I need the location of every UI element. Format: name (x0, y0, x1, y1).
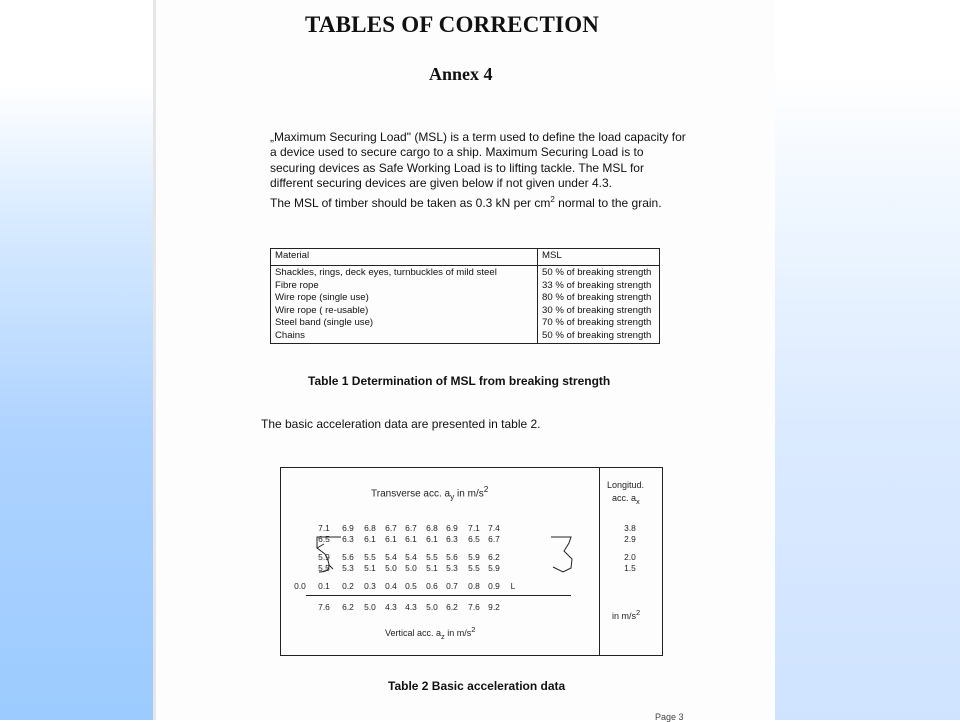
page-edge (153, 0, 156, 720)
table-1-caption: Table 1 Determination of MSL from breaking strength (308, 374, 611, 388)
transverse-value: 5.6 (446, 552, 458, 562)
paragraph-2 (270, 192, 690, 211)
material-cell: Steel band (single use) (275, 317, 374, 328)
msl-cell: 70 % of breaking strength (542, 317, 652, 328)
transverse-value: 7.4 (488, 523, 500, 533)
page-number: Page 3 (655, 712, 684, 722)
transverse-value: 5.5 (318, 563, 330, 573)
transverse-value: 6.8 (364, 523, 376, 533)
paragraph-2-end: normal to the grain. (554, 195, 662, 210)
annex-heading: Annex 4 (429, 64, 493, 84)
msl-definition-text (270, 130, 690, 211)
header-material: Material (271, 249, 538, 266)
longitudinal-heading-1: Longitud. (607, 480, 645, 490)
vertical-heading (385, 625, 475, 641)
position-label: 0.4 (385, 581, 397, 591)
longitudinal-subscript: x (636, 496, 640, 506)
vertical-value: 4.3 (405, 602, 417, 612)
material-cell: Chains (275, 329, 305, 341)
acceleration-table (280, 467, 663, 656)
vertical-value: 4.3 (385, 602, 397, 612)
document-title: TABLES OF CORRECTION (305, 12, 600, 37)
transverse-value: 6.9 (342, 523, 354, 533)
position-label: L (510, 581, 516, 591)
msl-cell: 50 % of breaking strength (542, 267, 652, 278)
transverse-value: 6.1 (385, 534, 397, 544)
vertical-value: 6.2 (342, 602, 354, 612)
table-header-row (271, 249, 660, 266)
longitudinal-label: acc. a (612, 493, 637, 503)
position-label: 0.3 (364, 581, 376, 591)
material-cell: Shackles, rings, deck eyes, turnbuckles of mild steel (275, 267, 497, 278)
vertical-value: 7.6 (318, 602, 330, 612)
transverse-value: 5.6 (342, 552, 354, 562)
transverse-value: 5.3 (342, 563, 354, 573)
paragraph-1: „Maximum Securing Load" (MSL) is a term used to define the load capacity for a device used to secure cargo to a ship. Maximum Securing Load is to securing devices as Safe Working Load is to lifting tackle. The MSL for different securing devices are given below if not given under 4.3. (270, 130, 686, 191)
longitudinal-value: 2.9 (624, 534, 636, 544)
position-label: 0.1 (318, 581, 330, 591)
vertical-value: 6.2 (446, 602, 458, 612)
transverse-value: 5.0 (385, 563, 397, 573)
transverse-value: 5.3 (446, 563, 458, 573)
transverse-label: Transverse acc. a (371, 488, 451, 500)
longitudinal-value: 1.5 (624, 563, 636, 573)
transverse-value: 5.9 (488, 563, 500, 573)
msl-column (538, 266, 660, 344)
transverse-value: 7.1 (318, 523, 330, 533)
paragraph-2-text: The MSL of timber should be taken as 0.3 kN per cm (270, 195, 551, 210)
vertical-value: 7.6 (468, 602, 480, 612)
position-label: 0.2 (342, 581, 354, 591)
background-gradient-right (775, 0, 960, 720)
longitudinal-unit-text: in m/s (612, 611, 637, 621)
position-label: 0.5 (405, 581, 417, 591)
transverse-value: 5.1 (364, 563, 376, 573)
transverse-value: 5.9 (318, 552, 330, 562)
transverse-value: 5.9 (468, 552, 480, 562)
msl-table (270, 248, 660, 344)
column-divider (599, 468, 600, 655)
transverse-subscript: y (450, 491, 455, 502)
msl-cell: 50 % of breaking strength (542, 329, 652, 341)
transverse-value: 5.4 (385, 552, 397, 562)
longitudinal-unit (612, 608, 640, 621)
transverse-value: 5.4 (405, 552, 417, 562)
vertical-value: 9.2 (488, 602, 500, 612)
transverse-value: 6.9 (446, 523, 458, 533)
transverse-value: 6.5 (468, 534, 480, 544)
transverse-value: 5.5 (468, 563, 480, 573)
position-label: 0.6 (426, 581, 438, 591)
material-cell: Wire rope (single use) (275, 292, 369, 303)
transverse-value: 6.1 (426, 534, 438, 544)
vertical-unit: in m/s (444, 628, 472, 638)
transverse-value: 6.3 (446, 534, 458, 544)
table-row (271, 266, 660, 344)
unit-superscript: 2 (550, 194, 555, 204)
transverse-value: 6.3 (342, 534, 354, 544)
position-label: 0.9 (488, 581, 500, 591)
table-2-intro: The basic acceleration data are presented in table 2. (261, 417, 541, 431)
vertical-unit-sup: 2 (471, 625, 476, 634)
msl-cell: 80 % of breaking strength (542, 292, 652, 303)
transverse-value: 6.7 (385, 523, 397, 533)
msl-cell: 30 % of breaking strength (542, 304, 652, 316)
vertical-value: 5.0 (364, 602, 376, 612)
transverse-value: 5.1 (426, 563, 438, 573)
background-gradient-left (0, 0, 160, 720)
transverse-value: 6.8 (426, 523, 438, 533)
material-column (271, 266, 538, 344)
transverse-unit: in m/s (454, 488, 484, 500)
vertical-subscript: z (441, 631, 445, 641)
transverse-unit-sup: 2 (483, 484, 489, 494)
table-2-caption: Table 2 Basic acceleration data (388, 679, 566, 693)
header-msl: MSL (538, 249, 660, 266)
transverse-value: 5.5 (426, 552, 438, 562)
position-label: 0.8 (468, 581, 480, 591)
transverse-value: 6.5 (318, 534, 330, 544)
vertical-label: Vertical acc. a (385, 628, 442, 638)
material-cell: Fibre rope (275, 279, 319, 291)
transverse-value: 5.0 (405, 563, 417, 573)
material-cell: Wire rope ( re-usable) (275, 304, 369, 316)
longitudinal-heading-2 (612, 493, 640, 506)
msl-cell: 33 % of breaking strength (542, 279, 652, 291)
vertical-value: 5.0 (426, 602, 438, 612)
transverse-value: 5.5 (364, 552, 376, 562)
transverse-value: 6.7 (405, 523, 417, 533)
longitudinal-value: 2.0 (624, 552, 636, 562)
longitudinal-value: 3.8 (624, 523, 636, 533)
baseline-rule (306, 595, 571, 596)
transverse-value: 6.7 (488, 534, 500, 544)
transverse-value: 6.1 (364, 534, 376, 544)
position-label: 0.7 (446, 581, 458, 591)
longitudinal-unit-sup: 2 (636, 608, 641, 617)
transverse-value: 6.2 (488, 552, 500, 562)
position-label: 0.0 (294, 581, 306, 591)
transverse-value: 7.1 (468, 523, 480, 533)
transverse-value: 6.1 (405, 534, 417, 544)
